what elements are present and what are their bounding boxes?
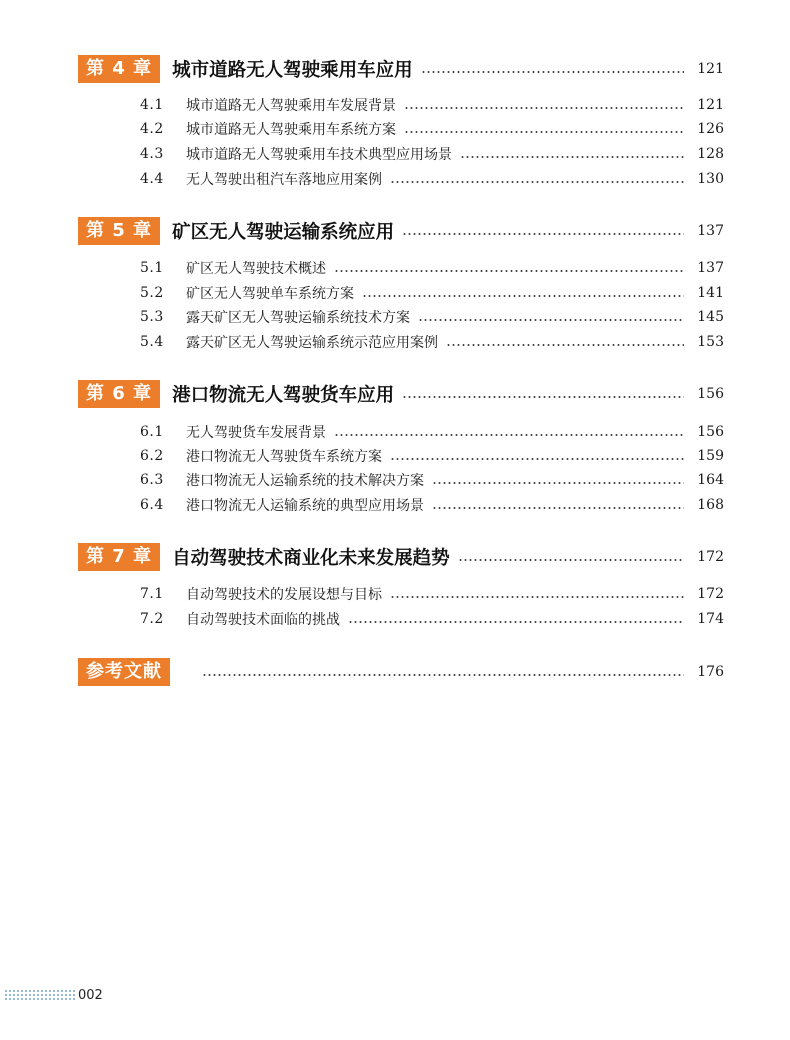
dot-leader [362, 295, 684, 297]
dotted-pattern-decoration [4, 989, 76, 1001]
dot-leader [404, 131, 684, 133]
section-4-2-entry[interactable] [140, 117, 724, 141]
section-title: 港口物流无人运输系统的典型应用场景 [186, 498, 424, 514]
section-title: 城市道路无人驾驶乘用车系统方案 [186, 122, 396, 138]
section-page-number: 174 [697, 611, 724, 627]
section-number: 7.1 [140, 586, 164, 602]
section-5-4-entry[interactable] [140, 330, 724, 354]
chapter-label-badge: 第 6 章 [78, 380, 160, 408]
footer-page-number: 002 [78, 987, 103, 1003]
section-title: 无人驾驶出租汽车落地应用案例 [186, 172, 382, 188]
chapter-label-badge: 第 7 章 [78, 543, 160, 571]
section-title: 自动驾驶技术面临的挑战 [186, 612, 340, 628]
section-number: 6.2 [140, 448, 164, 464]
section-4-1-entry[interactable] [140, 93, 724, 117]
section-number: 5.3 [140, 309, 164, 325]
section-number: 5.1 [140, 260, 164, 276]
section-title: 无人驾驶货车发展背景 [186, 425, 326, 441]
dot-leader [432, 507, 684, 509]
section-page-number: 164 [697, 472, 724, 488]
section-title: 港口物流无人运输系统的技术解决方案 [186, 473, 424, 489]
chapter-title: 港口物流无人驾驶货车应用 [172, 385, 395, 406]
section-page-number: 128 [697, 146, 724, 162]
section-page-number: 159 [697, 448, 724, 464]
chapter-title: 自动驾驶技术商业化未来发展趋势 [172, 548, 450, 569]
chapter-label-badge: 第 5 章 [78, 217, 160, 245]
dot-leader [390, 458, 684, 460]
section-title: 露天矿区无人驾驶运输系统示范应用案例 [186, 335, 438, 351]
chapter-label-badge: 第 4 章 [78, 55, 160, 83]
dot-leader [446, 344, 684, 346]
dot-leader [402, 233, 684, 235]
section-number: 6.3 [140, 472, 164, 488]
section-page-number: 141 [697, 285, 724, 301]
section-number: 6.4 [140, 497, 164, 513]
section-7-1-entry[interactable] [140, 582, 724, 606]
section-page-number: 172 [697, 586, 724, 602]
dot-leader [348, 621, 684, 623]
section-title: 港口物流无人驾驶货车系统方案 [186, 449, 382, 465]
section-5-2-entry[interactable] [140, 281, 724, 305]
section-page-number: 121 [697, 97, 724, 113]
chapter-page-number: 121 [697, 61, 724, 77]
chapter-page-number: 176 [697, 664, 724, 680]
dot-leader [390, 596, 684, 598]
dot-leader [418, 319, 684, 321]
section-4-3-entry[interactable] [140, 142, 724, 166]
section-page-number: 168 [697, 497, 724, 513]
section-5-3-entry[interactable] [140, 305, 724, 329]
section-number: 5.4 [140, 334, 164, 350]
dot-leader [421, 71, 684, 73]
page-footer [0, 986, 120, 1004]
dot-leader [432, 482, 684, 484]
chapter-title: 矿区无人驾驶运输系统应用 [172, 222, 395, 243]
section-page-number: 153 [697, 334, 724, 350]
section-page-number: 145 [697, 309, 724, 325]
dot-leader [390, 181, 684, 183]
section-title: 矿区无人驾驶单车系统方案 [186, 286, 354, 302]
dot-leader [334, 270, 684, 272]
section-title: 露天矿区无人驾驶运输系统技术方案 [186, 310, 410, 326]
section-page-number: 126 [697, 121, 724, 137]
section-6-2-entry[interactable] [140, 444, 724, 468]
chapter-4-entry[interactable] [78, 54, 724, 84]
dot-leader [334, 434, 684, 436]
chapter-6-entry[interactable] [78, 379, 724, 409]
section-page-number: 137 [697, 260, 724, 276]
dot-leader [404, 107, 684, 109]
chapter-page-number: 137 [697, 223, 724, 239]
section-number: 4.4 [140, 171, 164, 187]
section-number: 5.2 [140, 285, 164, 301]
section-6-4-entry[interactable] [140, 493, 724, 517]
section-5-1-entry[interactable] [140, 256, 724, 280]
section-number: 4.3 [140, 146, 164, 162]
section-page-number: 130 [697, 171, 724, 187]
section-title: 城市道路无人驾驶乘用车发展背景 [186, 98, 396, 114]
chapter-7-entry[interactable] [78, 542, 724, 572]
section-6-3-entry[interactable] [140, 468, 724, 492]
chapter-page-number: 156 [697, 386, 724, 402]
section-title: 矿区无人驾驶技术概述 [186, 261, 326, 277]
chapter-label-badge: 参考文献 [78, 658, 170, 686]
chapter-title: 城市道路无人驾驶乘用车应用 [172, 60, 413, 81]
references-entry[interactable] [78, 657, 724, 687]
section-title: 自动驾驶技术的发展设想与目标 [186, 587, 382, 603]
section-number: 7.2 [140, 611, 164, 627]
section-number: 6.1 [140, 424, 164, 440]
chapter-5-entry[interactable] [78, 216, 724, 246]
dot-leader [202, 674, 684, 676]
section-7-2-entry[interactable] [140, 607, 724, 631]
section-number: 4.1 [140, 97, 164, 113]
section-4-4-entry[interactable] [140, 167, 724, 191]
section-title: 城市道路无人驾驶乘用车技术典型应用场景 [186, 147, 452, 163]
section-page-number: 156 [697, 424, 724, 440]
chapter-page-number: 172 [697, 549, 724, 565]
dot-leader [458, 559, 684, 561]
dot-leader [402, 396, 684, 398]
section-6-1-entry[interactable] [140, 420, 724, 444]
dot-leader [460, 156, 684, 158]
section-number: 4.2 [140, 121, 164, 137]
